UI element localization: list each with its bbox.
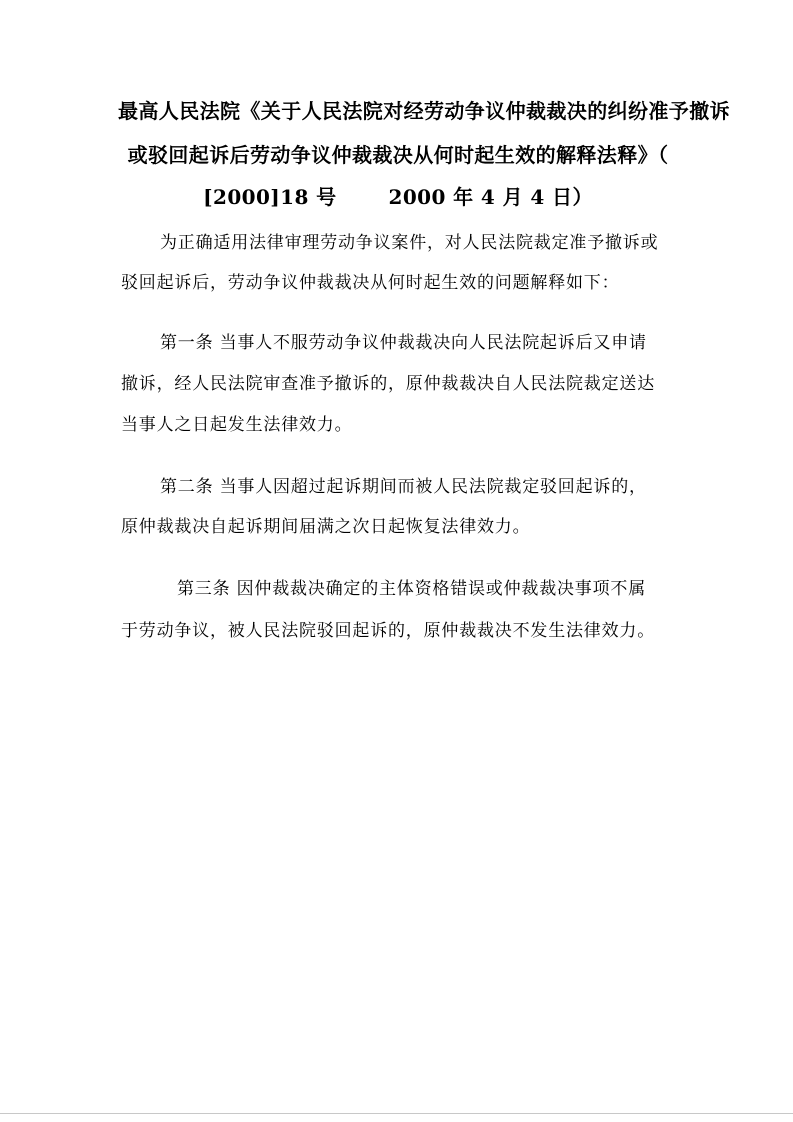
- page-bottom-divider: [0, 1113, 793, 1114]
- article-3-line-1: 第三条 因仲裁裁决确定的主体资格错误或仲裁裁决事项不属: [177, 579, 647, 599]
- article-1-line-3: 当事人之日起发生法律效力。: [121, 415, 353, 435]
- intro-paragraph-line-2: 驳回起诉后，劳动争议仲裁裁决从何时起生效的问题解释如下：: [121, 273, 620, 293]
- article-2-line-2: 原仲裁裁决自起诉期间届满之次日起恢复法律效力。: [121, 517, 531, 537]
- document-number: [2000]18 号: [203, 185, 337, 209]
- document-number-and-date: [118, 183, 678, 211]
- article-3-line-2: 于劳动争议，被人民法院驳回起诉的，原仲裁裁决不发生法律效力。: [121, 621, 655, 641]
- document-title-line-1: 最高人民法院《关于人民法院对经劳动争议仲裁裁决的纠纷准予撤诉: [118, 99, 730, 123]
- document-title-line-2: 或驳回起诉后劳动争议仲裁裁决从何时起生效的解释法释》（: [127, 143, 669, 167]
- document-date: 2000 年 4 月 4 日）: [388, 185, 593, 209]
- article-2-line-1: 第二条 当事人因超过起诉期间而被人民法院裁定驳回起诉的，: [160, 477, 647, 497]
- article-1-line-2: 撤诉，经人民法院审查准予撤诉的，原仲裁裁决自人民法院裁定送达: [121, 374, 655, 394]
- intro-paragraph-line-1: 为正确适用法律审理劳动争议案件，对人民法院裁定准予撤诉或: [160, 233, 659, 253]
- article-1-line-1: 第一条 当事人不服劳动争议仲裁裁决向人民法院起诉后又申请: [160, 333, 647, 353]
